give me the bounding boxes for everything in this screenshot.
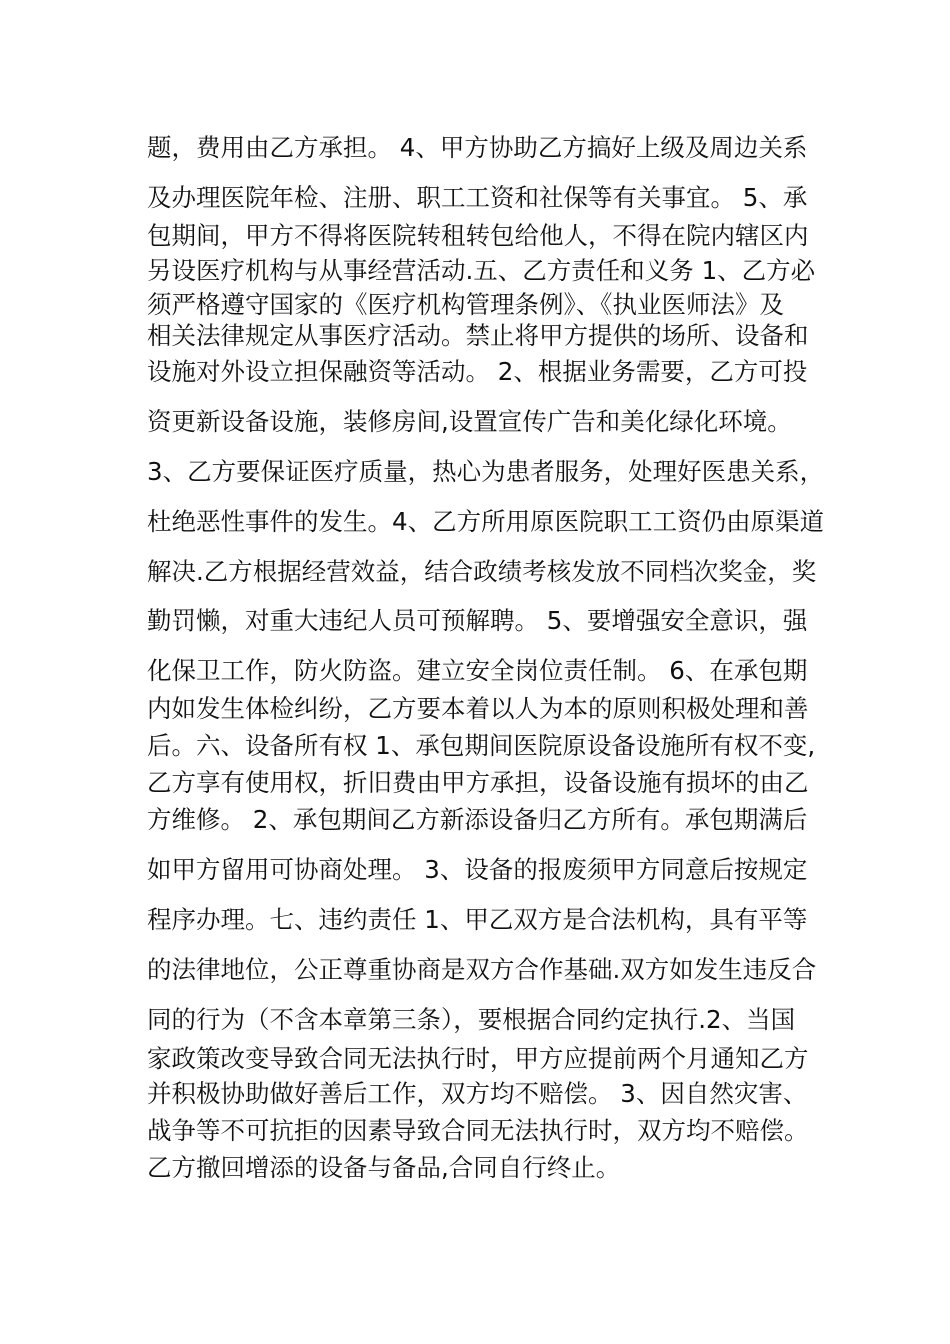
text-line: 内如发生体检纠纷，乙方要本着以人为本的原则积极处理和善	[147, 694, 809, 723]
text-line: 题，费用由乙方承担。 4、甲方协助乙方搞好上级及周边关系	[147, 133, 808, 162]
text-line: 3、乙方要保证医疗质量，热心为患者服务，处理好医患关系，	[147, 457, 825, 486]
text-line: 包期间，甲方不得将医院转租转包给他人，不得在院内辖区内	[147, 221, 809, 250]
text-line: 程序办理。七、违约责任 1、甲乙双方是合法机构，具有平等	[147, 905, 808, 934]
text-line: 家政策改变导致合同无法执行时，甲方应提前两个月通知乙方	[147, 1044, 809, 1073]
text-line: 乙方享有使用权，折旧费由甲方承担，设备设施有损坏的由乙	[147, 768, 809, 797]
text-line: 战争等不可抗拒的因素导致合同无法执行时，双方均不赔偿。	[147, 1116, 809, 1145]
text-line: 设施对外设立担保融资等活动。 2、根据业务需要，乙方可投	[147, 357, 808, 386]
text-line: 相关法律规定从事医疗活动。禁止将甲方提供的场所、设备和	[147, 321, 809, 350]
text-line: 如甲方留用可协商处理。 3、设备的报废须甲方同意后按规定	[147, 855, 808, 884]
text-line: 乙方撤回增添的设备与备品,合同自行终止。	[147, 1153, 621, 1182]
text-line: 及办理医院年检、注册、职工工资和社保等有关事宜。 5、承	[147, 183, 808, 212]
text-line: 并积极协助做好善后工作，双方均不赔偿。 3、因自然灾害、	[147, 1079, 808, 1108]
text-line: 方维修。 2、承包期间乙方新添设备归乙方所有。承包期满后	[147, 805, 808, 834]
text-line: 杜绝恶性事件的发生。4、乙方所用原医院职工工资仍由原渠道	[147, 507, 825, 536]
text-line: 资更新设备设施，装修房间,设置宣传广告和美化绿化环境。	[147, 407, 792, 436]
text-line: 须严格遵守国家的《医疗机构管理条例》、《执业医师法》及	[147, 290, 784, 319]
text-line: 同的行为（不含本章第三条），要根据合同约定执行.2、当国	[147, 1005, 796, 1034]
text-line: 另设医疗机构与从事经营活动.五、乙方责任和义务 1、乙方必	[147, 256, 816, 285]
text-line: 解决.乙方根据经营效益，结合政绩考核发放不同档次奖金，奖	[147, 557, 817, 586]
text-line: 勤罚懒，对重大违纪人员可预解聘。 5、要增强安全意识，强	[147, 606, 808, 635]
text-line: 化保卫工作，防火防盗。建立安全岗位责任制。 6、在承包期	[147, 656, 808, 685]
text-line: 的法律地位，公正尊重协商是双方合作基础.双方如发生违反合	[147, 955, 817, 984]
text-line: 后。六、设备所有权 1、承包期间医院原设备设施所有权不变,	[147, 731, 816, 760]
